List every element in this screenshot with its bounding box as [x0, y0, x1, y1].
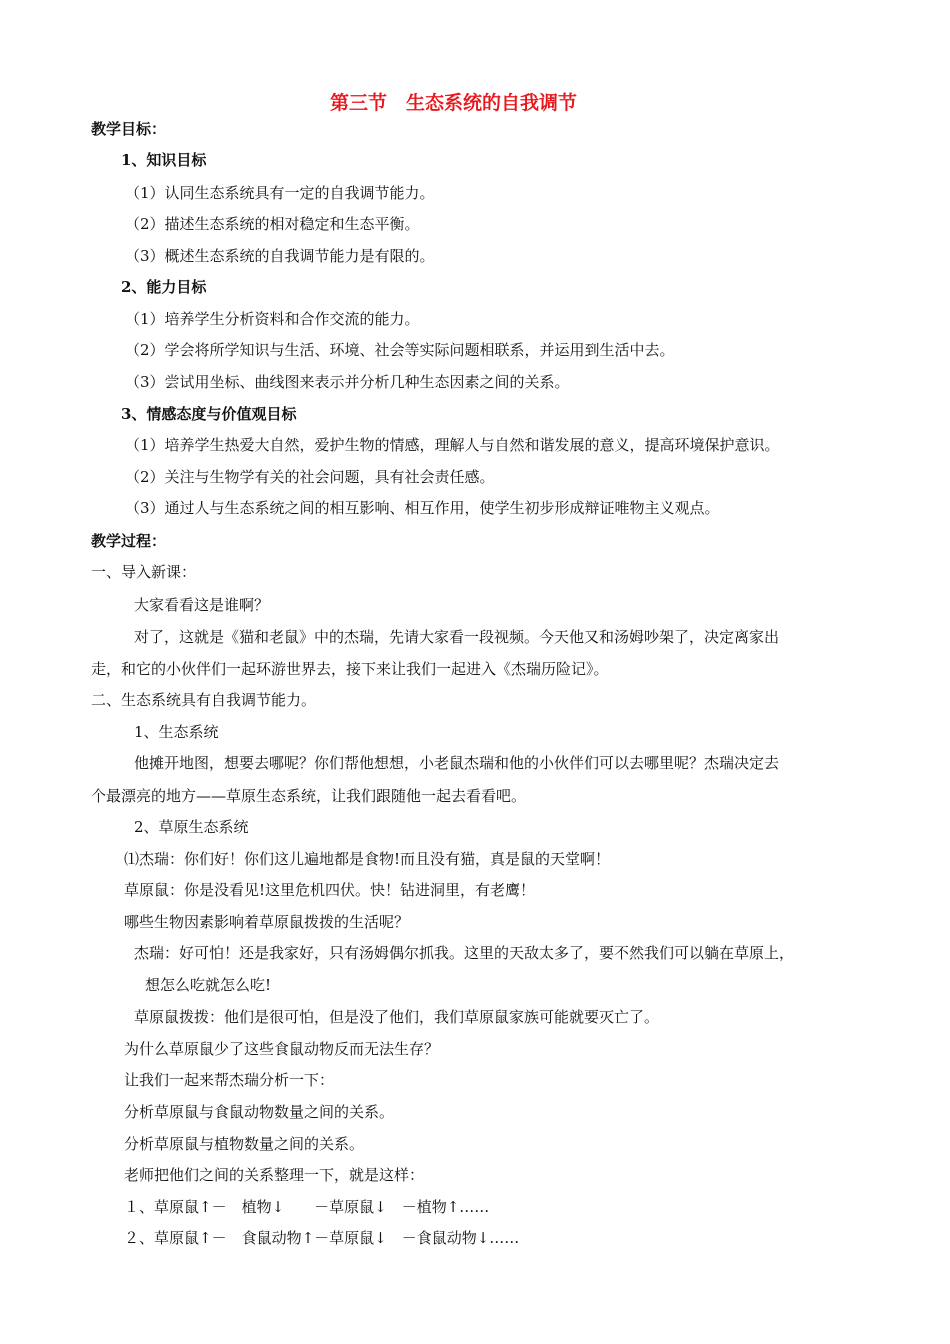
process-heading: 教学过程：: [91, 532, 167, 550]
ability-heading: 2、能力目标: [121, 278, 207, 296]
ability-item: （3）尝试用坐标、曲线图来表示并分析几种生态因素之间的关系。: [125, 373, 570, 391]
section2-paragraph: 他摊开地图，想要去哪呢？你们帮他想想，小老鼠杰瑞和他的小伙伴们可以去哪里呢？杰瑞决定去: [134, 754, 780, 772]
knowledge-heading: 1、知识目标: [121, 151, 207, 169]
knowledge-item: （1）认同生态系统具有一定的自我调节能力。: [125, 184, 435, 202]
goals-heading: 教学目标：: [91, 120, 167, 138]
dialogue-line: 老师把他们之间的关系整理一下，就是这样：: [124, 1166, 425, 1184]
dialogue-line: 分析草原鼠与食鼠动物数量之间的关系。: [124, 1103, 395, 1121]
section2-heading: 二、生态系统具有自我调节能力。: [91, 691, 317, 709]
knowledge-item: （3）概述生态系统的自我调节能力是有限的。: [125, 247, 435, 265]
intro-paragraph: 大家看看这是谁啊？: [134, 596, 270, 614]
dialogue-line: 想怎么吃就怎么吃!: [145, 976, 272, 994]
subsection-heading: 1、生态系统: [134, 723, 219, 741]
ability-item: （1）培养学生分析资料和合作交流的能力。: [125, 310, 420, 328]
section2-paragraph: 个最漂亮的地方——草原生态系统，让我们跟随他一起去看看吧。: [91, 787, 527, 805]
knowledge-item: （2）描述生态系统的相对稳定和生态平衡。: [125, 215, 420, 233]
dialogue-line: 分析草原鼠与植物数量之间的关系。: [124, 1135, 365, 1153]
intro-paragraph: 对了，这就是《猫和老鼠》中的杰瑞，先请大家看一段视频。今天他又和汤姆吵架了，决定离家出: [134, 628, 780, 646]
emotion-item: （3）通过人与生态系统之间的相互影响、相互作用，使学生初步形成辩证唯物主义观点。: [125, 499, 720, 517]
emotion-item: （1）培养学生热爱大自然，爱护生物的情感，理解人与自然和谐发展的意义，提高环境保护意识。: [125, 436, 780, 454]
relation-line: １、草原鼠↑－ 植物↓ －草原鼠↓ －植物↑……: [124, 1198, 490, 1216]
dialogue-line: 草原鼠：你是没看见!这里危机四伏。快！钻进洞里，有老鹰！: [124, 881, 536, 899]
dialogue-line: 让我们一起来帮杰瑞分析一下：: [124, 1071, 335, 1089]
dialogue-line: 草原鼠拨拨：他们是很可怕，但是没了他们，我们草原鼠家族可能就要灭亡了。: [134, 1008, 660, 1026]
ability-item: （2）学会将所学知识与生活、环境、社会等实际问题相联系，并运用到生活中去。: [125, 341, 675, 359]
dialogue-line: ⑴杰瑞：你们好！你们这儿遍地都是食物!而且没有猫，真是鼠的天堂啊！: [124, 850, 611, 868]
dialogue-line: 哪些生物因素影响着草原鼠拨拨的生活呢？: [124, 913, 410, 931]
dialogue-line: 杰瑞：好可怕！还是我家好，只有汤姆偶尔抓我。这里的天敌太多了，要不然我们可以躺在草原上，: [134, 944, 795, 962]
dialogue-line: 为什么草原鼠少了这些食鼠动物反而无法生存？: [124, 1040, 440, 1058]
relation-line: ２、草原鼠↑－ 食鼠动物↑－草原鼠↓ －食鼠动物↓……: [124, 1229, 520, 1247]
intro-paragraph: 走，和它的小伙伴们一起环游世界去，接下来让我们一起进入《杰瑞历险记》。: [91, 660, 609, 678]
subsection-heading: 2、草原生态系统: [134, 818, 249, 836]
page-title: 第三节 生态系统的自我调节: [330, 92, 578, 114]
intro-heading: 一、导入新课：: [91, 563, 197, 581]
emotion-heading: 3、情感态度与价值观目标: [121, 405, 297, 423]
emotion-item: （2）关注与生物学有关的社会问题，具有社会责任感。: [125, 468, 495, 486]
